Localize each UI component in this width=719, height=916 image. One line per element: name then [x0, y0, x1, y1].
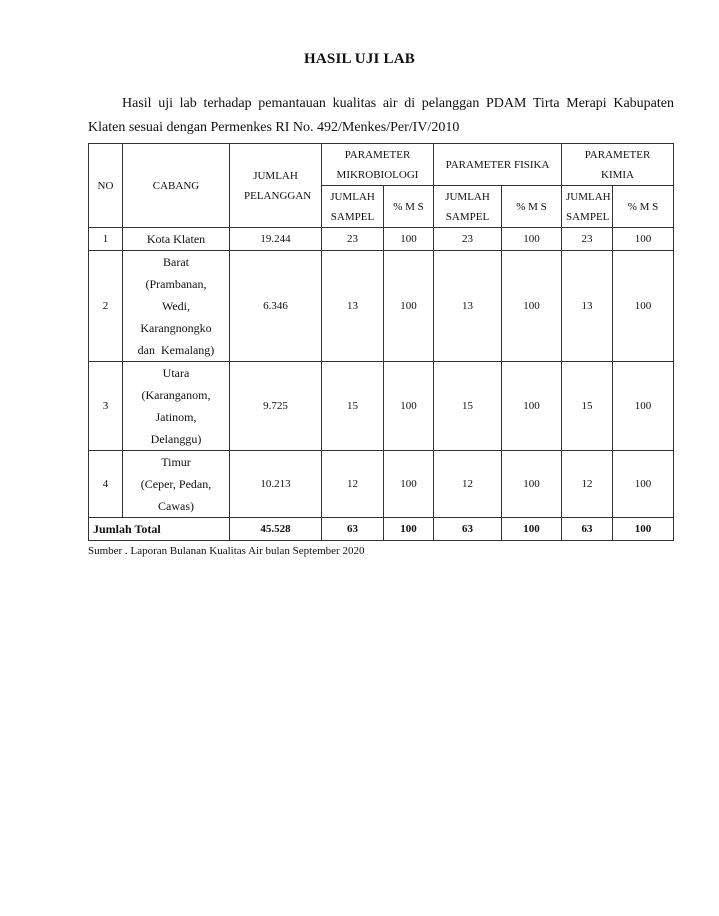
table-row	[89, 251, 674, 362]
cabang-line: dan Kemalang)	[137, 343, 215, 357]
cell-mikro-jumlah-sampel: 15	[322, 362, 384, 451]
cell-mikro-jumlah-sampel: 12	[322, 451, 384, 518]
cell-mikro-pct-ms: 100	[384, 228, 434, 251]
cell-no: 1	[89, 228, 123, 251]
cabang-line: Timur	[161, 455, 191, 469]
header-fisika-pct-ms: % M S	[502, 186, 562, 228]
source-note: Sumber . Laporan Bulanan Kualitas Air bulan September 2020	[88, 545, 365, 557]
cabang-line: Karangnongko	[140, 321, 212, 335]
cell-no: 4	[89, 451, 123, 518]
cell-fisika-pct-ms: 100	[502, 251, 562, 362]
header-kimia-pct-ms: % M S	[613, 186, 674, 228]
cell-jumlah-pelanggan: 9.725	[230, 362, 322, 451]
total-kimia-jumlah-sampel: 63	[562, 518, 613, 541]
cabang-line: Wedi,	[161, 299, 191, 313]
header-fisika-jumlah-sampel: JUMLAH SAMPEL	[434, 186, 502, 228]
cell-fisika-jumlah-sampel: 12	[434, 451, 502, 518]
cabang-line: (Ceper, Pedan,	[140, 477, 212, 491]
cell-kimia-pct-ms: 100	[613, 228, 674, 251]
cell-fisika-pct-ms: 100	[502, 451, 562, 518]
header-mikro-jumlah-sampel: JUMLAH SAMPEL	[322, 186, 384, 228]
cell-fisika-jumlah-sampel: 23	[434, 228, 502, 251]
cabang-line: Cawas)	[158, 499, 194, 513]
cell-mikro-jumlah-sampel: 13	[322, 251, 384, 362]
cell-kimia-jumlah-sampel: 13	[562, 251, 613, 362]
cabang-line: Kota Klaten	[146, 232, 206, 246]
page-title: HASIL UJI LAB	[304, 51, 415, 67]
cell-kimia-jumlah-sampel: 15	[562, 362, 613, 451]
total-mikro-jumlah-sampel: 63	[322, 518, 384, 541]
intro-paragraph	[88, 92, 674, 140]
cell-kimia-pct-ms: 100	[613, 251, 674, 362]
total-label: Jumlah Total	[89, 518, 230, 541]
header-no: NO	[89, 144, 123, 228]
total-row	[89, 518, 674, 541]
cell-mikro-pct-ms: 100	[384, 451, 434, 518]
header-cabang: CABANG	[123, 144, 230, 228]
cabang-line: (Karanganom,	[141, 388, 211, 402]
table-row	[89, 451, 674, 518]
cell-jumlah-pelanggan: 6.346	[230, 251, 322, 362]
header-parameter-mikrobiologi: PARAMETER MIKROBIOLOGI	[322, 144, 434, 186]
cell-cabang	[123, 451, 230, 518]
cell-jumlah-pelanggan: 10.213	[230, 451, 322, 518]
cell-kimia-pct-ms: 100	[613, 362, 674, 451]
total-fisika-pct-ms: 100	[502, 518, 562, 541]
cell-mikro-pct-ms: 100	[384, 362, 434, 451]
cabang-line: Delanggu)	[150, 432, 202, 446]
header-jumlah-pelanggan: JUMLAH PELANGGAN	[230, 144, 322, 228]
table-row	[89, 362, 674, 451]
cell-no: 2	[89, 251, 123, 362]
cell-mikro-pct-ms: 100	[384, 251, 434, 362]
total-mikro-pct-ms: 100	[384, 518, 434, 541]
cell-cabang	[123, 228, 230, 251]
total-jumlah-pelanggan: 45.528	[230, 518, 322, 541]
cell-no: 3	[89, 362, 123, 451]
cell-mikro-jumlah-sampel: 23	[322, 228, 384, 251]
table-row	[89, 228, 674, 251]
cell-cabang	[123, 251, 230, 362]
cell-kimia-jumlah-sampel: 12	[562, 451, 613, 518]
total-kimia-pct-ms: 100	[613, 518, 674, 541]
intro-paragraph-text: Hasil uji lab terhadap pemantauan kualitas air di pelanggan PDAM Tirta Merapi Kabupaten Klaten sesuai dengan Permenkes RI No. 492/Menkes/Per/IV/2010	[88, 96, 674, 135]
total-fisika-jumlah-sampel: 63	[434, 518, 502, 541]
cell-fisika-jumlah-sampel: 13	[434, 251, 502, 362]
cabang-line: (Prambanan,	[145, 277, 207, 291]
header-mikro-pct-ms: % M S	[384, 186, 434, 228]
cell-kimia-jumlah-sampel: 23	[562, 228, 613, 251]
header-kimia-jumlah-sampel: JUMLAH SAMPEL	[562, 186, 613, 228]
header-parameter-kimia: PARAMETER KIMIA	[562, 144, 674, 186]
cell-kimia-pct-ms: 100	[613, 451, 674, 518]
cabang-line: Utara	[162, 366, 190, 380]
cell-fisika-pct-ms: 100	[502, 228, 562, 251]
header-parameter-fisika: PARAMETER FISIKA	[434, 144, 562, 186]
cell-jumlah-pelanggan: 19.244	[230, 228, 322, 251]
cabang-line: Barat	[163, 255, 189, 269]
cell-cabang	[123, 362, 230, 451]
cell-fisika-pct-ms: 100	[502, 362, 562, 451]
lab-results-table	[88, 143, 674, 541]
cabang-line: Jatinom,	[155, 410, 197, 424]
cell-fisika-jumlah-sampel: 15	[434, 362, 502, 451]
